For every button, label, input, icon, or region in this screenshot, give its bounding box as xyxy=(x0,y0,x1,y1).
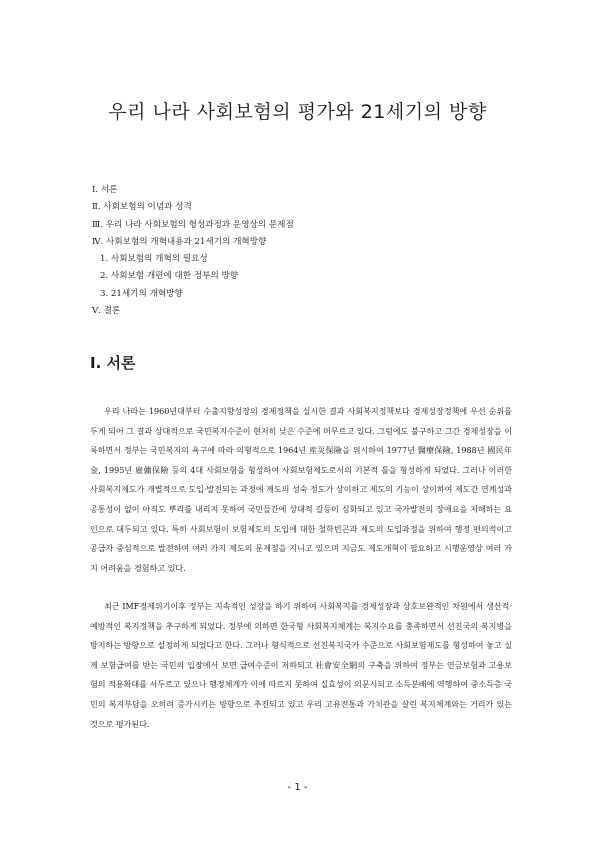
toc-item: Ⅲ. 우리 나라 사회보험의 형성과정과 운영상의 문제점 xyxy=(92,219,294,230)
body-paragraph: 최근 IMF경제위기이후 정부는 지속적인 성장을 하기 위하여 사회복지를 경제성장과 상호보완적인 차원에서 생산적·예방적인 복지정책을 추구하게 되었다. 정부에 의하면 한국형 사회복지체계는 복지수요를 충족하면서 선진국의 복지병을 방지하는 방향으로 설정하게 되었다고 한다. 그러나 형식적으로 선진복지국가 수준으로 사회보험제도를 형성하여 놓고 실제 보험급여를 받는 국민의 입장에서 보면 급여수준이 저하되고 社會安全網의 구축을 위하여 정부는 연금보험과 고용보험의 적용확대를 서두르고 있으나 행정체계가 이에 따르지 못하여 실효성이 의문시되고 소득분배에 역행하여 중소득층 국민의 복지부담을 오히려 증가시키는 방향으로 추진되고 있고 우리 고유전통과 가치관을 살린 복지체계와는 거리가 있는 것으로 평가된다. xyxy=(90,602,512,729)
toc-item: Ⅱ. 사회보험의 이념과 성격 xyxy=(92,202,192,213)
toc-subitem: 1. 사회보험의 개혁의 필요성 xyxy=(100,254,208,265)
toc-item: Ⅳ. 사회보험의 개혁내용과 21세기의 개혁방향 xyxy=(92,236,267,247)
toc-item: Ⅰ. 서론 xyxy=(92,185,118,195)
body-paragraph: 우리 나라는 1960년대부터 수출지향성장의 경제정책을 실시한 결과 사회복지정책보다 경제성장정책에 우선 순위를 두게 되어 그 결과 상대적으로 국민복지수준이 현저히 낮은 수준에 머무르고 있다. 그럼에도 불구하고 그간 경제성장을 이룩하면서 정부는 국민복지의 욕구에 따라 의형적으로 1964년 産災保險을 위시하여 1977년 醫療保險, 1988년 國民年金, 1995년 雇傭保險 등의 4대 사회보험을 형성하여 사회보험제도로서의 기본적 틀을 형성하게 되었다. 그러나 이러한 사회복지제도가 개별적으로 도입·발전되는 과정에 제도의 성숙 정도가 상이하고 제도의 기능이 상이하여 제도간 연계성과 공통성이 없이 아직도 뿌리를 내리지 못하여 국민들간에 상대적 갈등이 심화되고 있고 국가발전의 장애요을 저해하는 요인으로 대두되고 있다. 특히 사회보험이 보험제도의 도입에 대한 철학빈곤과 제도의 도입과정을 위하여 행정 편의적이고 공급자 중심적으로 발전하여 여러 가지 제도의 문제점을 지니고 있으며 지금도 제도개혁이 필요하고 시행운영상 여러 가지 어려움을 경험하고 있다. xyxy=(90,407,512,573)
page-number: - 1 - xyxy=(287,782,308,793)
toc-subitem: 3. 21세기의 개혁방향 xyxy=(100,288,183,299)
section-heading: Ⅰ. 서론 xyxy=(90,354,136,372)
table-of-contents xyxy=(92,182,512,320)
document-title: 우리 나라 사회보험의 평가와 21세기의 방향 xyxy=(108,101,487,123)
toc-item: Ⅴ. 결론 xyxy=(92,306,121,317)
toc-subitem: 2. 사회보험 개편에 대한 정부의 방향 xyxy=(100,271,239,282)
